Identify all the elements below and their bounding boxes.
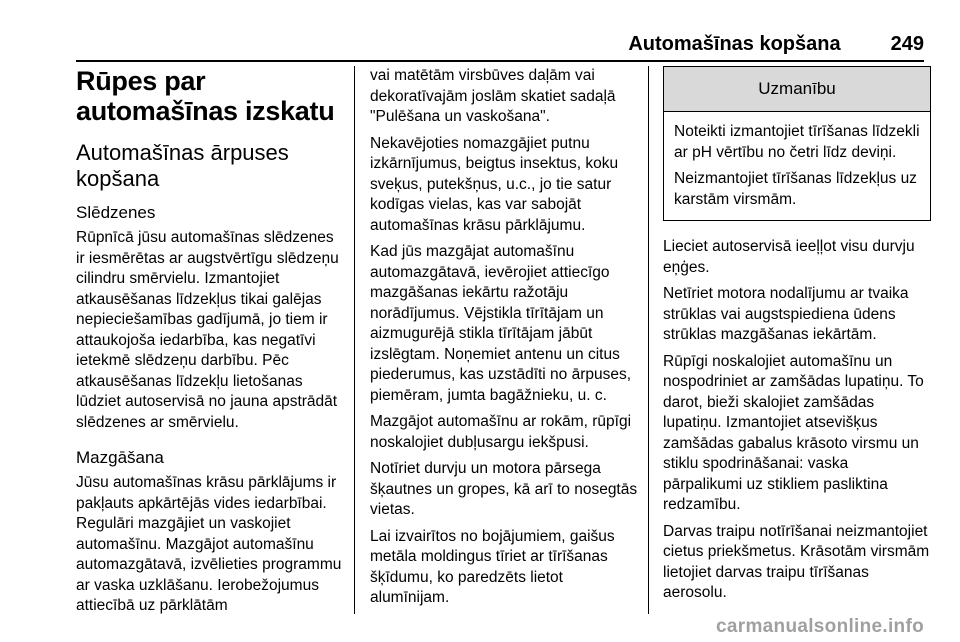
subsection-heading-locks: Slēdzenes <box>76 203 156 222</box>
watermark-text: carmanualsonline.info <box>716 616 924 637</box>
column-2 <box>370 66 638 615</box>
paragraph: Lai izvairītos no bojājumiem, gaišus metāla moldingus tīriet ar tīrīšanas šķīdumu, ko paredzēts lietot alumīnijam. <box>370 527 615 606</box>
paragraph: Netīriet motora nodalījumu ar tvaika strūklas vai augstspiediena ūdens strūklas mazgāšanas iekārtām. <box>663 285 909 343</box>
paragraph: Lieciet autoservisā ieeļļot visu durvju eņģes. <box>663 238 915 276</box>
paragraph: Kad jūs mazgājat automašīnu automazgātavā, ievērojiet attiecīgo mazgāšanas iekārtu ražotāju norādījumus. Vējstikla tīrītājam un aizmugurējā stikla tīrītājam jābūt izslēgtam. Noņemiet antenu un citus piederumus, kas uzstādīti no ārpuses, piemēram, jumta bagāžnieku, u. c. <box>370 243 632 404</box>
caution-paragraph: Noteikti izmantojiet tīrīšanas līdzekli ar pH vērtību no četri līdz deviņi. <box>674 123 920 161</box>
header-title: Automašīnas kopšana <box>628 33 841 55</box>
paragraph: Notīriet durvju un motora pārsega šķautnes un gropes, kā arī to nosegtās vietas. <box>370 460 638 518</box>
section-heading: Automašīnas ārpuses kopšana <box>76 140 289 191</box>
page-number: 249 <box>890 33 924 55</box>
paragraph: Rūpīgi noskalojiet automašīnu un nospodriniet ar zamšādas lupatiņu. To darot, bieži skalojiet zamšādas lupatiņu. Izmantojiet atsevišķus zamšādas gabalus krāsoto virsmu un stiklu spodrināšanai: vaska pārpalikumi uz stikliem pasliktina redzamību. <box>663 352 924 513</box>
paragraph: vai matētām virsbūves daļām vai dekoratīvajām joslām skatiet sadaļā "Pulēšana un vaskošana". <box>370 67 616 125</box>
caution-paragraph: Neizmantojiet tīrīšanas līdzekļus uz karstām virsmām. <box>674 170 917 208</box>
subsection-heading-washing: Mazgāšana <box>76 448 164 467</box>
column-1 <box>76 66 346 623</box>
column-3 <box>663 66 931 610</box>
header-rule <box>76 60 924 62</box>
page-header <box>76 24 924 56</box>
paragraph: Rūpnīcā jūsu automašīnas slēdzenes ir iesmērētas ar augstvērtīgu slēdzeņu cilindru smērvielu. Izmantojiet atkausēšanas līdzekļus tikai galējas nepieciešamības gadījumā, jo tiem ir attaukojoša iedarbība, kas negatīvi ietekmē slēdzeņu darbību. Pēc atkausēšanas līdzekļu lietošanas lūdziet autoservisā no jauna apstrādāt slēdzenes ar smērvielu. <box>76 229 339 431</box>
column-divider-1 <box>354 66 355 614</box>
paragraph: Mazgājot automašīnu ar rokām, rūpīgi noskalojiet dubļusargu iekšpusi. <box>370 413 632 451</box>
caution-body <box>664 112 930 220</box>
paragraph: Nekavējoties nomazgājiet putnu izkārnījumus, beigtus insektus, koku sveķus, putekšņus, u.c., jo tie satur kodīgas vielas, kas var sabojāt automašīnas krāsu pārklājumu. <box>370 134 619 234</box>
paragraph: Darvas traipu notīrīšanai neizmantojiet cietus priekšmetus. Krāsotām virsmām lietojiet darvas traipu tīrīšanas aerosolu. <box>663 522 930 601</box>
caution-title: Uzmanību <box>664 67 930 112</box>
main-heading: Rūpes par automašīnas izskatu <box>76 66 335 126</box>
paragraph: Jūsu automašīnas krāsu pārklājums ir pakļauts apkārtējās vides iedarbībai. Regulāri mazgājiet un vaskojiet automašīnu. Mazgājot automašīnu automazgātavā, izvēlieties programmu ar vaska uzklāšanu. Ierobežojumus attiecībā uz pārklātām <box>76 474 342 614</box>
caution-box <box>663 66 931 221</box>
column-divider-2 <box>648 66 649 614</box>
